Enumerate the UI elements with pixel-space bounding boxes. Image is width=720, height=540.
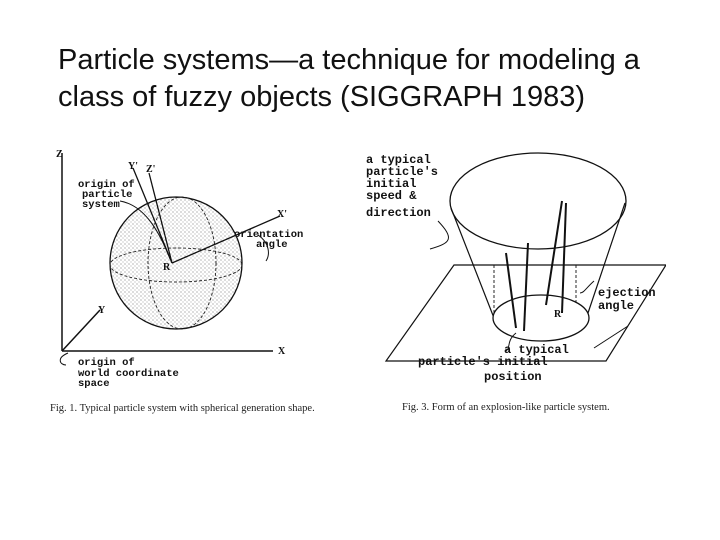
- figure-explosion-particle-system: [366, 143, 666, 415]
- cone-top: [450, 153, 626, 249]
- plane-mark: [594, 326, 628, 348]
- explosion-diagram: [366, 143, 666, 415]
- figure-spherical-particle-system: [48, 143, 333, 415]
- origin-world-label-3: space: [78, 378, 110, 390]
- typical-label-4: speed &: [366, 189, 417, 203]
- ejection-label-1: ejection: [598, 286, 656, 300]
- generation-sphere: [110, 197, 242, 329]
- y-prime-label: Y': [128, 161, 138, 172]
- origin-world-label-2: world coordinate: [78, 368, 179, 380]
- x-axis-label: X: [278, 346, 286, 357]
- position-label-3: position: [484, 370, 542, 384]
- figure-left-caption: Fig. 1. Typical particle system with spherical generation shape.: [50, 403, 315, 414]
- position-label-2: particle's initial: [418, 355, 548, 369]
- figure-right-caption: Fig. 3. Form of an explosion-like particle system.: [402, 402, 610, 413]
- y-axis-label: Y: [98, 305, 106, 316]
- orientation-label-1: orientation: [234, 229, 304, 241]
- position-label-1: a typical: [504, 343, 569, 357]
- slide-title: Particle systems—a technique for modeling a class of fuzzy objects (SIGGRAPH 1983): [58, 44, 640, 113]
- cone-base: [493, 295, 589, 341]
- origin-particle-label-3: system: [82, 199, 120, 211]
- typical-label-1: a typical: [366, 153, 431, 167]
- orientation-label-2: angle: [256, 239, 288, 251]
- origin-particle-label-1: origin of: [78, 179, 135, 191]
- typical-label-3: initial: [366, 177, 417, 191]
- origin-particle-label-2: particle: [82, 189, 133, 201]
- r-label: R: [554, 309, 562, 320]
- r-label: R: [163, 262, 171, 273]
- ejection-label-2: angle: [598, 299, 635, 313]
- typical-label-5: direction: [366, 206, 431, 220]
- spherical-diagram: [48, 143, 333, 415]
- x-prime-label: X': [277, 209, 287, 220]
- z-prime-label: Z': [146, 164, 156, 175]
- z-axis-label: Z: [56, 149, 63, 160]
- typical-label-2: particle's: [366, 165, 439, 179]
- origin-world-label-1: origin of: [78, 357, 135, 369]
